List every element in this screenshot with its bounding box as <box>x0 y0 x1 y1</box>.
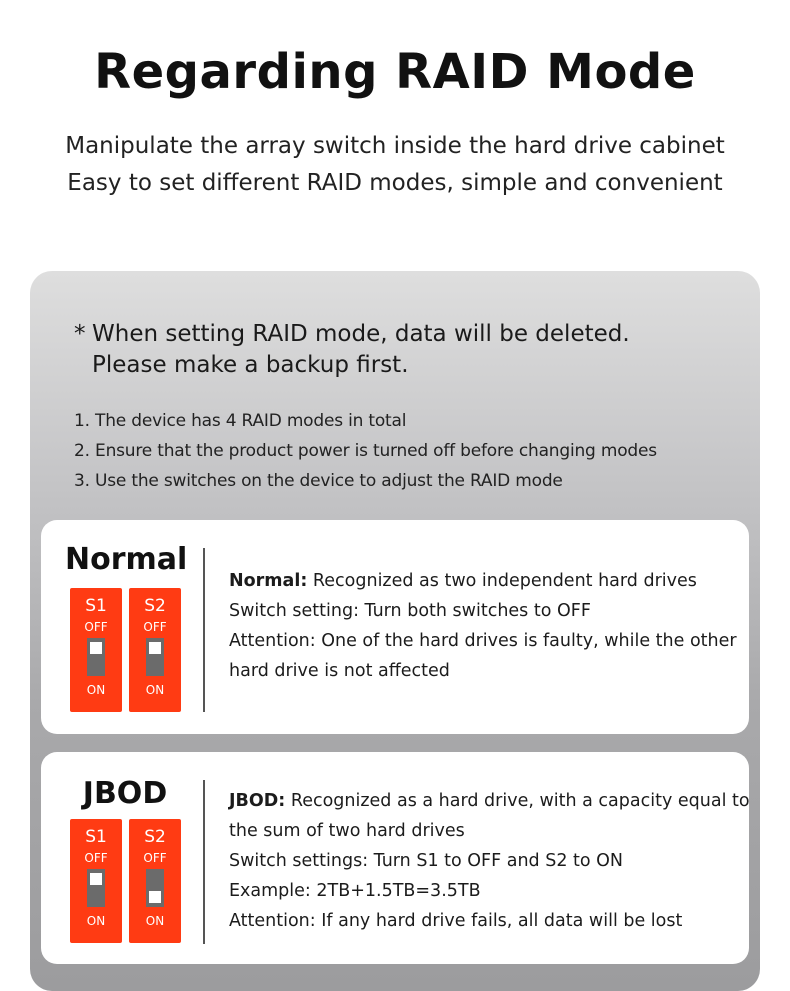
desc-text: the sum of two hard drives <box>229 821 465 841</box>
switch-track <box>146 638 164 676</box>
mode-card-normal <box>41 520 749 734</box>
switch-track <box>87 638 105 676</box>
mode-description <box>229 786 750 936</box>
switch-track <box>146 869 164 907</box>
desc-text: Recognized as two independent hard drives <box>307 571 697 591</box>
switch-label: S2 <box>144 827 166 847</box>
switch-knob <box>90 642 102 654</box>
switch-on-label: ON <box>145 683 165 697</box>
subtitle-line-1: Manipulate the array switch inside the hard drive cabinet <box>65 133 725 159</box>
desc-label: JBOD: <box>229 791 286 811</box>
dip-switch-s2 <box>129 819 181 943</box>
switch-on-label: ON <box>86 914 106 928</box>
dip-switch-s2 <box>129 588 181 712</box>
note-item: 3. Use the switches on the device to adjust the RAID mode <box>74 471 563 491</box>
desc-label: Normal: <box>229 571 308 591</box>
switch-off-label: OFF <box>84 851 108 865</box>
notes-list <box>74 408 657 498</box>
dip-switch-s1 <box>70 819 122 943</box>
switch-label: S1 <box>85 596 107 616</box>
switch-knob <box>149 642 161 654</box>
switch-off-label: OFF <box>143 851 167 865</box>
switch-label: S2 <box>144 596 166 616</box>
note-item: 1. The device has 4 RAID modes in total <box>74 411 407 431</box>
dip-switch-s1 <box>70 588 122 712</box>
card-divider <box>203 780 205 944</box>
desc-text: Switch setting: Turn both switches to OFF <box>229 601 591 621</box>
desc-text: Recognized as a hard drive, with a capacity equal to <box>285 791 750 811</box>
mode-title: JBOD <box>82 776 168 811</box>
desc-text: Switch settings: Turn S1 to OFF and S2 to ON <box>229 851 624 871</box>
mode-card-jbod <box>41 752 749 964</box>
desc-text: Example: 2TB+1.5TB=3.5TB <box>229 881 481 901</box>
switch-knob <box>149 891 161 903</box>
switch-off-label: OFF <box>143 620 167 634</box>
switch-on-label: ON <box>145 914 165 928</box>
page-title: Regarding RAID Mode <box>94 44 696 100</box>
warning-star: * <box>74 321 86 347</box>
switch-on-label: ON <box>86 683 106 697</box>
subtitle-line-2: Easy to set different RAID modes, simple and convenient <box>67 170 723 196</box>
card-divider <box>203 548 205 712</box>
desc-text: Attention: If any hard drive fails, all data will be lost <box>229 911 683 931</box>
mode-description <box>229 566 744 686</box>
warning-line-1: When setting RAID mode, data will be deleted. <box>92 321 630 347</box>
switch-label: S1 <box>85 827 107 847</box>
note-item: 2. Ensure that the product power is turned off before changing modes <box>74 441 657 461</box>
warning-line-2: Please make a backup first. <box>92 352 409 378</box>
desc-text: Attention: One of the hard drives is faulty, while the other <box>229 631 737 651</box>
mode-title: Normal <box>65 542 188 577</box>
desc-text: hard drive is not affected <box>229 661 450 681</box>
switch-track <box>87 869 105 907</box>
switch-off-label: OFF <box>84 620 108 634</box>
switch-knob <box>90 873 102 885</box>
